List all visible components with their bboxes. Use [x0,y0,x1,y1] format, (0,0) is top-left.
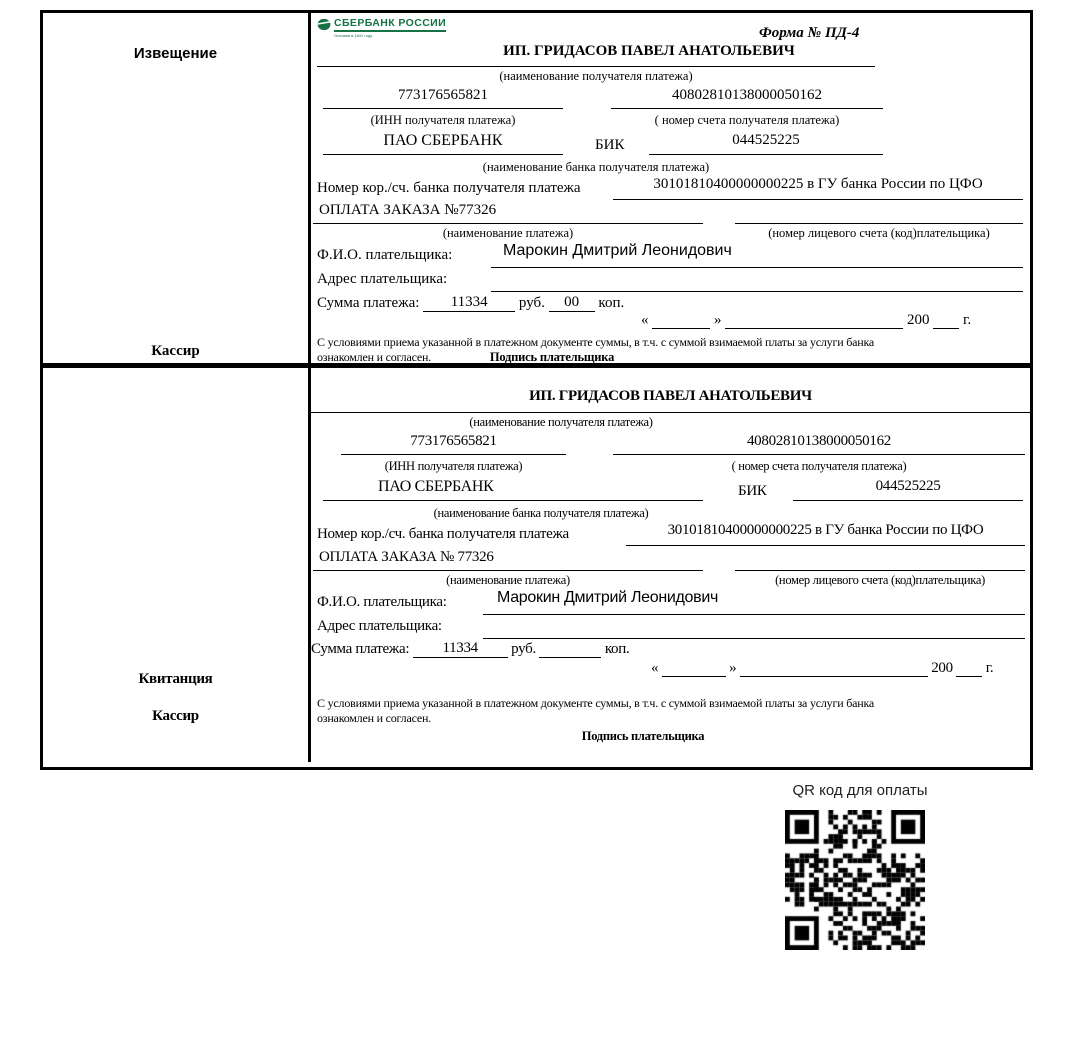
corr-account-value: 30101810400000000225 в ГУ банка России по ЦФО [613,176,1023,200]
kop-label-2: коп. [604,641,630,657]
sum-kop-value: 00 [549,294,595,312]
agreement-line1: С условиями приема указанной в платежном документе суммы, в т.ч. с суммой взимаемой платы за услуги банка [317,335,875,349]
qr-caption: QR код для оплаты [792,782,928,799]
sum-row [317,294,624,312]
receipt-body [311,368,1030,762]
agreement-line1-2: С условиями приема указанной в платежном документе суммы, в т.ч. с суммой взимаемой платы за услуги банка [317,696,875,710]
account-value-2: 40802810138000050162 [613,433,1025,455]
account-caption: ( номер счета получателя платежа) [654,113,840,127]
payer-address-blank-line-2 [483,613,1025,639]
form-number-label: Форма № ПД-4 [759,25,860,41]
bik-label-2: БИК [738,483,767,499]
form-border [40,10,1033,770]
agreement-text-2 [317,696,969,726]
notice-label: Извещение [133,45,218,62]
inn-caption: (ИНН получателя платежа) [370,113,516,127]
bik-label: БИК [595,137,625,153]
bank-name-value-2: ПАО СБЕРБАНК [323,478,703,501]
receipt-label: Квитанция [138,671,213,687]
sberbank-emblem-icon [317,17,331,36]
personal-account-blank-line [735,202,1023,224]
bank-name-caption-2: (наименование банка получателя платежа) [433,506,649,520]
personal-account-caption-2: (номер лицевого счета (код)плательщика) [775,573,985,587]
notice-stub-column [43,13,311,363]
payment-name-caption: (наименование платежа) [442,226,574,240]
inn-value: 773176565821 [323,87,563,109]
payer-address-label-2: Адрес плательщика: [317,618,442,634]
corr-account-label: Номер кор./сч. банка получателя платежа [317,180,581,196]
bank-name-value: ПАО СБЕРБАНК [323,132,563,155]
payment-name-value-2: ОПЛАТА ЗАКАЗА № 77326 [313,549,703,571]
payer-address-blank-line [491,266,1023,292]
date-day-blank-2 [662,676,726,677]
agreement-line2: ознакомлен и согласен. [317,350,432,364]
bik-value: 044525225 [649,132,883,155]
quote-close: » [714,312,722,328]
agreement-line2-2: ознакомлен и согласен. [317,711,432,725]
agreement-text [317,335,969,365]
account-value: 40802810138000050162 [611,87,883,109]
date-row [641,312,971,329]
year-prefix: 200 [907,312,930,328]
payer-name-label: Ф.И.О. плательщика: [317,247,453,263]
payer-name-label-2: Ф.И.О. плательщика: [317,594,447,610]
section-receipt [43,368,1030,762]
section-notice [43,13,1030,368]
signature-label-2: Подпись плательщика [581,729,705,743]
payer-name-value-2: Марокин Дмитрий Леонидович [483,589,1025,615]
quote-open: « [641,312,649,328]
qr-code [785,810,925,950]
date-year-blank [933,328,959,329]
inn-value-2: 773176565821 [341,433,566,455]
date-day-blank [652,328,710,329]
sberbank-logo-text: СБЕРБАНК РОССИИ [334,17,446,32]
personal-account-caption: (номер лицевого счета (код)плательщика) [768,226,990,240]
sum-rub-value-2: 11334 [413,640,508,658]
sberbank-logo-subtext: Основан в 1841 году [334,33,373,38]
quote-open-2: « [651,660,659,676]
account-caption-2: ( номер счета получателя платежа) [731,459,907,473]
payer-address-label: Адрес плательщика: [317,271,448,287]
year-prefix-2: 200 [931,660,953,676]
cashier-label-2: Кассир [152,708,199,724]
kop-label: коп. [598,295,625,311]
notice-body [311,13,1030,363]
personal-account-blank-line-2 [735,549,1025,571]
date-month-blank [725,328,903,329]
receipt-stub-column [43,368,311,762]
date-year-blank-2 [956,676,982,677]
date-month-blank-2 [740,676,928,677]
sum-label: Сумма платежа: [317,295,420,311]
recipient-caption-2: (наименование получателя платежа) [469,415,653,429]
sberbank-logo [317,17,446,38]
recipient-name-2: ИП. ГРИДАСОВ ПАВЕЛ АНАТОЛЬЕВИЧ [529,388,812,404]
payer-name-value: Марокин Дмитрий Леонидович [491,242,1023,268]
bank-name-caption: (наименование банка получателя платежа) [482,160,710,174]
payment-name-caption-2: (наименование платежа) [446,573,570,587]
sum-kop-value-2 [539,657,601,658]
sum-row-2 [311,640,629,658]
corr-account-label-2: Номер кор./сч. банка получателя платежа [317,526,569,542]
corr-account-value-2: 30101810400000000225 в ГУ банка России по ЦФО [626,522,1025,546]
payment-name-value: ОПЛАТА ЗАКАЗА №77326 [313,202,703,224]
date-row-2 [651,660,993,677]
rub-label-2: руб. [511,641,536,657]
sum-label-2: Сумма платежа: [311,641,410,657]
quote-close-2: » [729,660,737,676]
recipient-name: ИП. ГРИДАСОВ ПАВЕЛ АНАТОЛЬЕВИЧ [503,43,795,59]
recipient-underline-2 [311,412,1030,413]
recipient-caption: (наименование получателя платежа) [499,69,693,83]
sum-rub-value: 11334 [423,294,515,312]
year-suffix-2: г. [985,660,994,676]
cashier-label: Кассир [151,343,200,359]
year-suffix: г. [963,312,972,328]
inn-caption-2: (ИНН получателя платежа) [384,459,523,473]
recipient-underline [317,66,875,67]
bik-value-2: 044525225 [793,478,1023,501]
signature-label: Подпись плательщика [489,350,615,364]
rub-label: руб. [518,295,545,311]
